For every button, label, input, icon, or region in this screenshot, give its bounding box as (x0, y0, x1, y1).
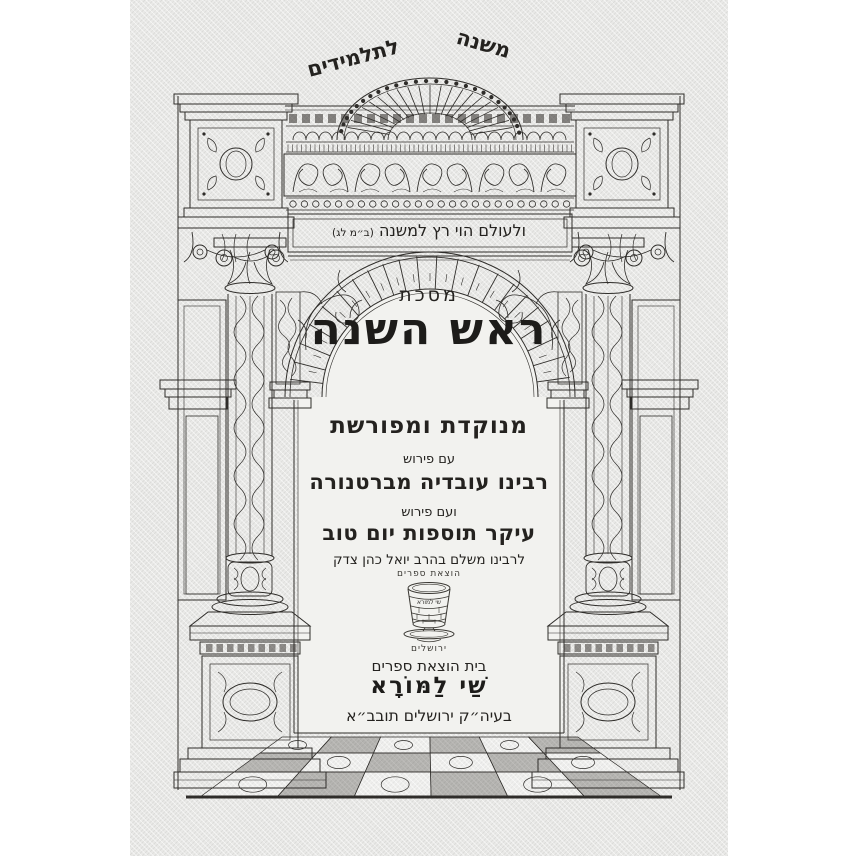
book-page (130, 0, 728, 856)
tractate-label: מסכת (399, 284, 459, 306)
logo-arc-top: הוצאת ספרים (397, 569, 461, 579)
motto-line (130, 221, 728, 240)
series-arc-word-right: משנה (453, 24, 514, 64)
logo-arc-bottom: ירושלים (410, 644, 448, 654)
subtitle: מנוקדת ומפורשת (330, 413, 528, 439)
publisher-name: שַׁי לַמּוֹרָא (370, 673, 488, 699)
motto-text: ולעולם הוי רץ למשנה (378, 221, 526, 240)
publisher-logo-cup-icon (397, 579, 461, 645)
title-page-text (130, 0, 728, 856)
tractate-title: ראש השנה (310, 304, 548, 355)
publisher-logo (130, 579, 728, 645)
commentary1-intro: עם פירוש (402, 452, 455, 467)
commentary2-intro: ועם פירוש (401, 505, 457, 520)
commentary2-author: לרבינו משלם בהרב יואל כהן צדק (332, 552, 526, 568)
imprint-line1: בית הוצאת ספרים (371, 657, 487, 675)
motto-source: (ב״מ לג) (332, 227, 374, 239)
commentary1-name: רבינו עובדיה מברטנורה (309, 470, 549, 494)
series-arc-word-left: לתלמידים (304, 34, 402, 82)
imprint-city-line: בעיה״ק ירושלים תובב״א (346, 707, 512, 725)
commentary2-name: עיקר תוספות יום טוב (322, 521, 536, 545)
logo-cup-text: שי למורא (416, 599, 442, 606)
